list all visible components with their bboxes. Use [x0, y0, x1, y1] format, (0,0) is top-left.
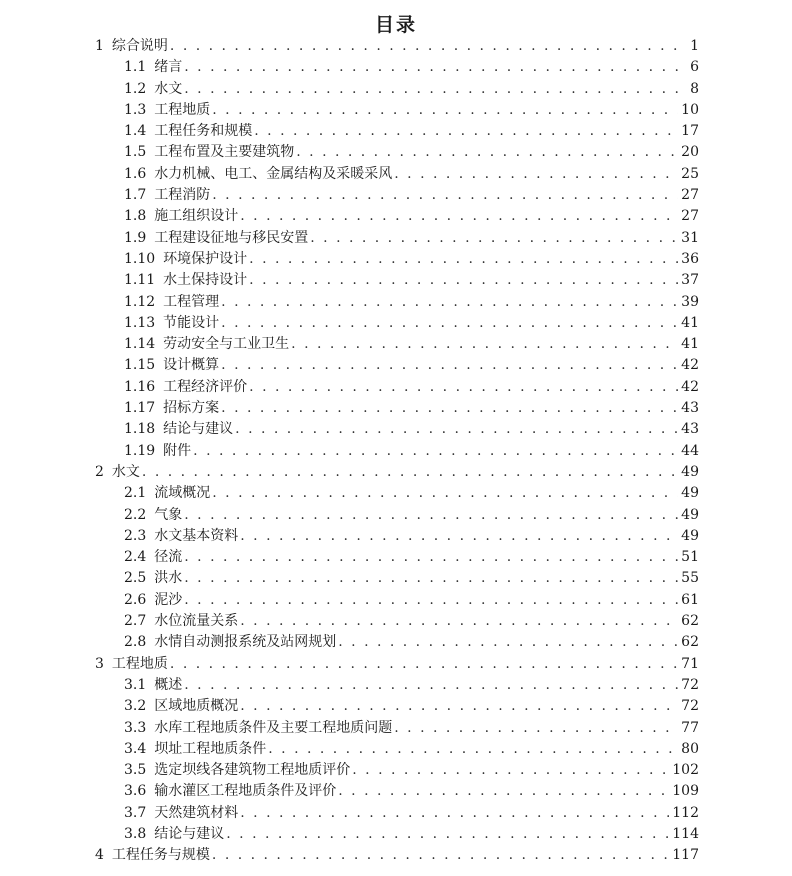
dot-leader — [291, 334, 678, 355]
toc-entry-number: 2.2 — [124, 506, 147, 523]
toc-entry-number: 3.1 — [124, 676, 147, 693]
toc-entry-label: 设计概算 — [163, 357, 220, 374]
toc-entry-label: 气象 — [154, 506, 183, 523]
toc-entry-label: 招标方案 — [163, 400, 220, 417]
dot-leader — [249, 270, 678, 291]
toc-entry-page-number: 31 — [681, 229, 699, 246]
toc-entry-number: 1.9 — [124, 229, 147, 246]
toc-entry-number: 3 — [95, 655, 104, 672]
dot-leader — [184, 675, 678, 696]
toc-entry-number: 3.5 — [124, 762, 147, 779]
toc-entry-number: 2.6 — [124, 591, 147, 608]
dot-leader — [184, 79, 687, 100]
toc-entry-page-number: 10 — [681, 101, 699, 118]
toc-entry[interactable] — [0, 632, 792, 653]
toc-entry-label: 坝址工程地质条件 — [154, 740, 267, 757]
toc-entry[interactable] — [0, 398, 792, 419]
toc-entry[interactable] — [0, 228, 792, 249]
toc-entry[interactable] — [0, 611, 792, 632]
toc-entry-page-number: 41 — [681, 314, 699, 331]
toc-entry-number: 3.2 — [124, 698, 147, 715]
toc-entry[interactable] — [0, 547, 792, 568]
toc-entry-label: 水土保持设计 — [163, 272, 248, 289]
toc-entry-number: 2 — [95, 463, 104, 480]
toc-entry-page-number: 49 — [681, 485, 699, 502]
toc-entry[interactable] — [0, 100, 792, 121]
toc-entry-page-number: 42 — [681, 378, 699, 395]
toc-entry-label: 洪水 — [154, 570, 183, 587]
toc-entry-page-number: 49 — [681, 463, 699, 480]
toc-entry-page-number: 62 — [681, 613, 699, 630]
toc-entry[interactable] — [0, 845, 792, 866]
toc-entry-label: 水位流量关系 — [154, 613, 239, 630]
dot-leader — [240, 526, 678, 547]
dot-leader — [170, 654, 678, 675]
toc-entry-number: 1.2 — [124, 80, 147, 97]
toc-entry[interactable] — [0, 419, 792, 440]
toc-entry-label: 天然建筑材料 — [154, 804, 239, 821]
dot-leader — [249, 377, 678, 398]
toc-entry-number: 3.8 — [124, 825, 147, 842]
toc-entry-number: 3.3 — [124, 719, 147, 736]
toc-entry-number: 2.8 — [124, 634, 147, 651]
toc-entry[interactable] — [0, 462, 792, 483]
toc-entry-page-number: 27 — [681, 208, 699, 225]
toc-entry-page-number: 49 — [681, 506, 699, 523]
toc-entry-label: 选定坝线各建筑物工程地质评价 — [154, 762, 351, 779]
toc-entry[interactable] — [0, 292, 792, 313]
toc-entry-page-number: 72 — [681, 698, 699, 715]
toc-entry-label: 劳动安全与工业卫生 — [163, 336, 290, 353]
toc-entry-label: 水文 — [154, 80, 183, 97]
toc-entry-label: 综合说明 — [111, 38, 168, 54]
toc-entry-label: 附件 — [163, 442, 192, 459]
toc-entry-label: 工程经济评价 — [163, 378, 248, 395]
dot-leader — [184, 590, 678, 611]
dot-leader — [142, 462, 678, 483]
toc-entry[interactable] — [0, 590, 792, 611]
toc-entry-number: 2.4 — [124, 549, 147, 566]
toc-entry-label: 环境保护设计 — [163, 250, 248, 267]
dot-leader — [221, 292, 678, 313]
dot-leader — [184, 547, 678, 568]
dot-leader — [226, 824, 669, 845]
toc-entry-number: 1.17 — [124, 400, 156, 417]
dot-leader — [240, 611, 678, 632]
toc-entry-label: 工程地质 — [111, 655, 168, 672]
toc-entry[interactable] — [0, 739, 792, 760]
toc-entry-page-number: 25 — [681, 165, 699, 182]
toc-entry-label: 工程管理 — [163, 293, 220, 310]
toc-entry-label: 水库工程地质条件及主要工程地质问题 — [154, 719, 393, 736]
toc-entry-page-number: 61 — [681, 591, 699, 608]
toc-entry-number: 4 — [95, 847, 104, 864]
dot-leader — [184, 568, 678, 589]
toc-entry[interactable] — [0, 355, 792, 376]
toc-entry[interactable] — [0, 79, 792, 100]
toc-entry-number: 2.5 — [124, 570, 147, 587]
dot-leader — [249, 249, 678, 270]
toc-entry-number: 3.4 — [124, 740, 147, 757]
toc-entry-number: 1 — [95, 38, 104, 54]
toc-entry-label: 结论与建议 — [163, 421, 234, 438]
toc-entry[interactable] — [0, 505, 792, 526]
dot-leader — [394, 718, 678, 739]
toc-entry-number: 1.11 — [124, 272, 156, 289]
toc-entry-number: 1.19 — [124, 442, 156, 459]
toc-entry-page-number: 17 — [681, 123, 699, 140]
toc-entry-number: 1.12 — [124, 293, 156, 310]
dot-leader — [394, 164, 678, 185]
toc-entry-number: 1.10 — [124, 250, 156, 267]
table-of-contents — [0, 36, 792, 867]
dot-leader — [212, 185, 678, 206]
dot-leader — [221, 355, 678, 376]
toc-entry-number: 1.13 — [124, 314, 156, 331]
toc-entry[interactable] — [0, 696, 792, 717]
dot-leader — [212, 100, 678, 121]
toc-entry-number: 1.14 — [124, 336, 156, 353]
toc-entry-page-number: 51 — [681, 549, 699, 566]
toc-entry-number: 1.4 — [124, 123, 147, 140]
toc-entry[interactable] — [0, 760, 792, 781]
toc-entry[interactable] — [0, 270, 792, 291]
toc-entry[interactable] — [0, 675, 792, 696]
toc-entry-number: 1.6 — [124, 165, 147, 182]
toc-entry-page-number: 8 — [690, 80, 699, 97]
toc-entry[interactable] — [0, 781, 792, 802]
toc-entry-number: 3.7 — [124, 804, 147, 821]
toc-entry[interactable] — [0, 121, 792, 142]
toc-entry-number: 1.3 — [124, 101, 147, 118]
toc-entry-label: 水文 — [111, 463, 140, 480]
toc-entry-label: 泥沙 — [154, 591, 183, 608]
toc-entry-page-number: 43 — [681, 400, 699, 417]
toc-entry-page-number: 102 — [672, 762, 699, 779]
toc-entry-number: 2.7 — [124, 613, 147, 630]
toc-entry[interactable] — [0, 185, 792, 206]
toc-entry[interactable] — [0, 206, 792, 227]
toc-entry-label: 流域概况 — [154, 485, 211, 502]
toc-entry-number: 1.16 — [124, 378, 156, 395]
dot-leader — [240, 696, 678, 717]
toc-entry[interactable] — [0, 483, 792, 504]
toc-entry[interactable] — [0, 313, 792, 334]
toc-entry-number: 1.5 — [124, 144, 147, 161]
toc-entry-page-number: 1 — [690, 38, 699, 54]
toc-entry-page-number: 109 — [672, 783, 699, 800]
toc-entry-page-number: 112 — [672, 804, 699, 821]
toc-entry-page-number: 71 — [681, 655, 699, 672]
toc-entry-label: 绪言 — [154, 59, 183, 76]
toc-entry-page-number: 77 — [681, 719, 699, 736]
toc-entry-number: 1.1 — [124, 59, 147, 76]
toc-entry-page-number: 37 — [681, 272, 699, 289]
toc-entry-page-number: 36 — [681, 250, 699, 267]
toc-entry-label: 输水灌区工程地质条件及评价 — [154, 783, 337, 800]
toc-entry[interactable] — [0, 334, 792, 355]
dot-leader — [254, 121, 678, 142]
toc-entry-label: 节能设计 — [163, 314, 220, 331]
toc-entry-page-number: 55 — [681, 570, 699, 587]
toc-entry[interactable] — [0, 654, 792, 675]
dot-leader — [184, 57, 687, 78]
dot-leader — [240, 803, 669, 824]
page-title: 目录 — [374, 14, 417, 36]
toc-entry-label: 概述 — [154, 676, 183, 693]
toc-entry-label: 水力机械、电工、金属结构及采暖采风 — [154, 165, 393, 182]
dot-leader — [338, 781, 669, 802]
toc-entry-label: 工程任务与规模 — [111, 847, 210, 864]
toc-entry[interactable] — [0, 441, 792, 462]
toc-entry-page-number: 44 — [681, 442, 699, 459]
toc-entry-page-number: 72 — [681, 676, 699, 693]
toc-entry-page-number: 20 — [681, 144, 699, 161]
dot-leader — [240, 206, 678, 227]
dot-leader — [212, 483, 678, 504]
dot-leader — [170, 36, 687, 57]
dot-leader — [235, 419, 678, 440]
dot-leader — [352, 760, 669, 781]
toc-entry-page-number: 117 — [672, 847, 699, 864]
toc-entry-label: 工程建设征地与移民安置 — [154, 229, 309, 246]
dot-leader — [212, 845, 669, 866]
toc-entry-label: 径流 — [154, 549, 183, 566]
toc-entry-number: 1.7 — [124, 187, 147, 204]
toc-entry-label: 工程任务和规模 — [154, 123, 253, 140]
toc-entry-number: 1.8 — [124, 208, 147, 225]
toc-entry-label: 结论与建议 — [154, 825, 225, 842]
toc-entry-number: 1.18 — [124, 421, 156, 438]
toc-entry[interactable] — [0, 249, 792, 270]
toc-entry-page-number: 41 — [681, 336, 699, 353]
toc-entry[interactable] — [0, 36, 792, 57]
toc-entry[interactable] — [0, 803, 792, 824]
toc-entry-label: 工程布置及主要建筑物 — [154, 144, 295, 161]
toc-entry-page-number: 80 — [681, 740, 699, 757]
toc-entry-page-number: 39 — [681, 293, 699, 310]
dot-leader — [310, 228, 678, 249]
dot-leader — [338, 632, 678, 653]
toc-entry-label: 区域地质概况 — [154, 698, 239, 715]
toc-entry[interactable] — [0, 718, 792, 739]
toc-entry[interactable] — [0, 824, 792, 845]
toc-entry-page-number: 27 — [681, 187, 699, 204]
toc-entry-number: 2.1 — [124, 485, 147, 502]
toc-entry[interactable] — [0, 142, 792, 163]
toc-entry[interactable] — [0, 526, 792, 547]
toc-entry-label: 工程消防 — [154, 187, 211, 204]
toc-entry-label: 工程地质 — [154, 101, 211, 118]
toc-entry-page-number: 62 — [681, 634, 699, 651]
dot-leader — [184, 505, 678, 526]
toc-entry-number: 1.15 — [124, 357, 156, 374]
dot-leader — [268, 739, 678, 760]
dot-leader — [193, 441, 678, 462]
toc-entry-page-number: 49 — [681, 527, 699, 544]
dot-leader — [296, 142, 678, 163]
toc-entry-page-number: 6 — [690, 59, 699, 76]
toc-entry-number: 2.3 — [124, 527, 147, 544]
toc-entry-page-number: 42 — [681, 357, 699, 374]
toc-entry-label: 施工组织设计 — [154, 208, 239, 225]
dot-leader — [221, 398, 678, 419]
toc-entry-number: 3.6 — [124, 783, 147, 800]
toc-entry-label: 水文基本资料 — [154, 527, 239, 544]
toc-entry-label: 水情自动测报系统及站网规划 — [154, 634, 337, 651]
toc-entry-page-number: 43 — [681, 421, 699, 438]
toc-entry[interactable] — [0, 377, 792, 398]
toc-entry[interactable] — [0, 164, 792, 185]
toc-entry-page-number: 114 — [672, 825, 699, 842]
toc-entry[interactable] — [0, 57, 792, 78]
dot-leader — [221, 313, 678, 334]
toc-entry[interactable] — [0, 568, 792, 589]
